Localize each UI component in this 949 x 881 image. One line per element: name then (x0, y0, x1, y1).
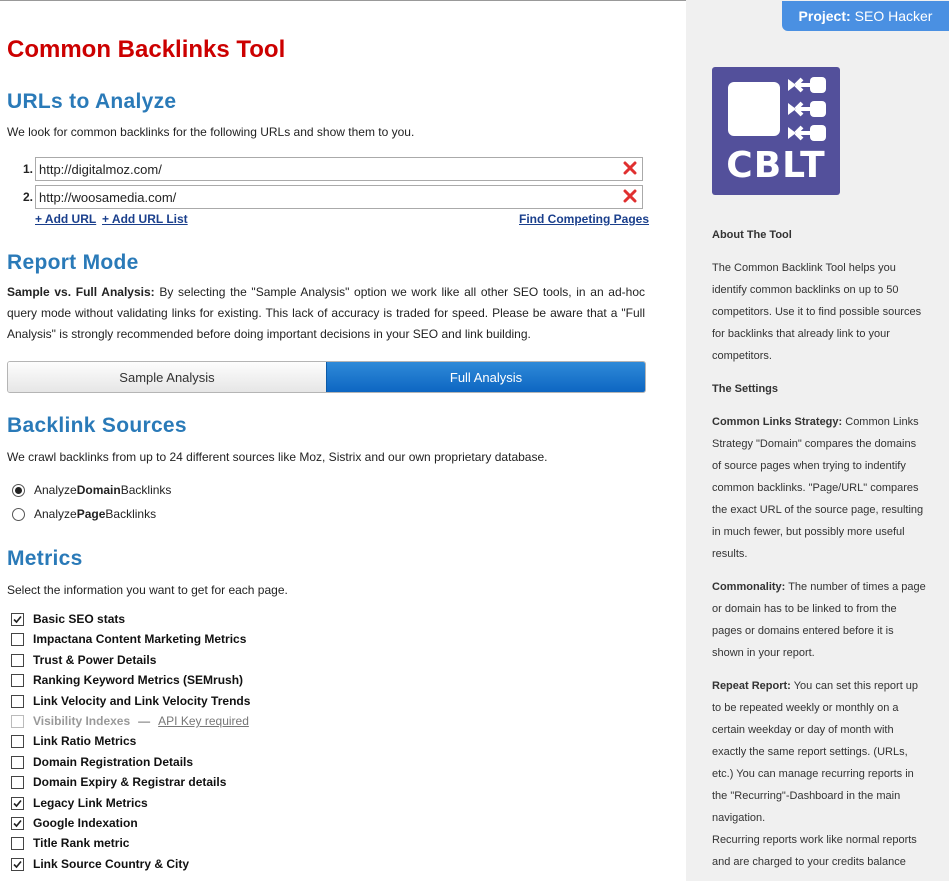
about-heading: About The Tool (712, 229, 792, 241)
metric-checkbox[interactable] (11, 631, 246, 647)
radio-label-post: Backlinks (120, 483, 172, 497)
radio-unselected-icon (12, 508, 25, 521)
strategy-lead: Common Links Strategy: (712, 416, 843, 428)
metric-checkbox[interactable] (11, 856, 189, 872)
url-row-1 (18, 157, 644, 181)
report-mode-description (7, 282, 645, 345)
backlink-sources-intro: We crawl backlinks from up to 24 different sources like Moz, Sistrix and our own proprietary database. (7, 450, 548, 464)
find-competing-pages-link[interactable]: Find Competing Pages (519, 212, 650, 226)
metric-checkbox[interactable] (11, 774, 226, 790)
metric-checkbox (11, 713, 249, 729)
strategy-body: Common Links Strategy "Domain" compares the domains of source pages when trying to indentify common backlinks. "Page/URL" compares the exact URL of the source page, resulting in much fewer, but possibly more useful results. (712, 416, 924, 560)
metrics-intro: Select the information you want to get for each page. (7, 583, 288, 597)
remove-url-icon[interactable] (622, 188, 638, 204)
metric-label: Ranking Keyword Metrics (SEMrush) (33, 673, 244, 687)
metric-checkbox[interactable] (11, 815, 138, 831)
metric-separator: — (138, 714, 151, 728)
metric-checkbox[interactable] (11, 652, 156, 668)
commonality-body: The number of times a page or domain has to be linked to from the pages or domains entered before it is shown in your report. (712, 581, 926, 659)
checkbox-empty-icon (11, 776, 24, 789)
metric-label: Basic SEO stats (33, 612, 126, 626)
metric-checkbox[interactable] (11, 795, 148, 811)
metric-label: Impactana Content Marketing Metrics (33, 632, 247, 646)
url-number: 1. (22, 162, 33, 176)
metric-label: Legacy Link Metrics (33, 796, 148, 810)
repeat-text (712, 675, 926, 829)
add-url-list-link[interactable]: + Add URL List (102, 212, 188, 226)
metric-label: Google Indexation (33, 816, 138, 830)
logo-text: CBLT (726, 145, 826, 186)
backlinks-logo-icon (712, 67, 840, 147)
sample-analysis-button[interactable]: Sample Analysis (8, 362, 326, 392)
checkbox-empty-icon (11, 633, 24, 646)
urls-intro: We look for common backlinks for the following URLs and show them to you. (7, 125, 415, 139)
checkbox-empty-icon (11, 837, 24, 850)
metric-label: Visibility Indexes (33, 714, 131, 728)
cblt-logo (712, 67, 840, 195)
report-mode-toggle (7, 361, 646, 393)
checkbox-checked-icon (11, 817, 24, 830)
radio-label-bold: Page (76, 507, 106, 521)
checkbox-empty-icon (11, 756, 24, 769)
url-field-2 (35, 185, 643, 209)
metric-label: Domain Registration Details (33, 755, 194, 769)
checkbox-checked-icon (11, 858, 24, 871)
radio-label-pre: Analyze (34, 507, 77, 521)
metric-checkbox[interactable] (11, 672, 243, 688)
radio-label-post: Backlinks (105, 507, 157, 521)
url-number: 2. (22, 190, 33, 204)
report-mode-heading: Report Mode (7, 251, 139, 274)
checkbox-checked-icon (11, 797, 24, 810)
repeat-lead: Repeat Report: (712, 680, 791, 692)
metric-checkbox[interactable] (11, 693, 250, 709)
radio-label-pre: Analyze (34, 483, 77, 497)
project-selector[interactable] (782, 1, 949, 31)
checkbox-checked-icon (11, 613, 24, 626)
url-row-2 (18, 185, 644, 209)
recurring-text: Recurring reports work like normal reports and are charged to your credits balance (712, 834, 917, 868)
api-key-required-link[interactable]: API Key required (158, 714, 249, 728)
metric-label: Domain Expiry & Registrar details (33, 775, 227, 789)
checkbox-empty-icon (11, 735, 24, 748)
radio-selected-icon (12, 484, 25, 497)
metric-checkbox[interactable] (11, 611, 125, 627)
url-field-1 (35, 157, 643, 181)
metric-checkbox[interactable] (11, 835, 129, 851)
checkbox-empty-icon (11, 695, 24, 708)
checkbox-empty-icon (11, 654, 24, 667)
metric-checkbox[interactable] (11, 733, 136, 749)
metric-label: Link Ratio Metrics (33, 734, 137, 748)
page-title: Common Backlinks Tool (7, 36, 286, 63)
checkbox-empty-icon (11, 674, 24, 687)
metric-label: Link Velocity and Link Velocity Trends (33, 694, 251, 708)
domain-backlinks-radio[interactable] (12, 483, 171, 497)
project-name: SEO Hacker (854, 8, 933, 24)
strategy-text (712, 411, 926, 565)
metric-checkbox[interactable] (11, 754, 193, 770)
checkbox-empty-icon (11, 715, 24, 728)
full-analysis-button[interactable]: Full Analysis (326, 362, 645, 392)
url-input-1[interactable] (39, 160, 609, 178)
commonality-text (712, 576, 926, 664)
backlink-sources-heading: Backlink Sources (7, 414, 187, 437)
settings-heading: The Settings (712, 383, 779, 395)
report-mode-text: By selecting the "Sample Analysis" option we work like all other SEO tools, in an ad-hoc query mode without validating links for existing. This lack of accuracy is traded for speed. Please be aware that a "Full Analysis" is strongly recommended before doing important decisions in your SEO and link building. (7, 285, 645, 341)
metric-label: Link Source Country & City (33, 857, 190, 871)
add-url-link[interactable]: + Add URL (35, 212, 97, 226)
about-text: The Common Backlink Tool helps you identify common backlinks on up to 50 competitors. Use it to find possible sources for backlinks that already link to your competitors. (712, 262, 922, 362)
url-input-2[interactable] (39, 188, 609, 206)
project-label: Project: (798, 8, 851, 24)
report-mode-lead: Sample vs. Full Analysis: (7, 285, 155, 299)
metric-label: Trust & Power Details (33, 653, 157, 667)
metrics-heading: Metrics (7, 547, 83, 570)
repeat-body: You can set this report up to be repeated weekly or monthly on a certain weekday or day of month with exactly the same report settings. (URLs, etc.) You can manage recurring reports in the "Recurring"-Dashboard in the main navigation. (712, 680, 919, 824)
urls-heading: URLs to Analyze (7, 90, 177, 113)
commonality-lead: Commonality: (712, 581, 786, 593)
metric-label: Title Rank metric (33, 836, 130, 850)
radio-label-bold: Domain (76, 483, 121, 497)
sidebar (686, 0, 949, 881)
page-backlinks-radio[interactable] (12, 507, 156, 521)
remove-url-icon[interactable] (622, 160, 638, 176)
